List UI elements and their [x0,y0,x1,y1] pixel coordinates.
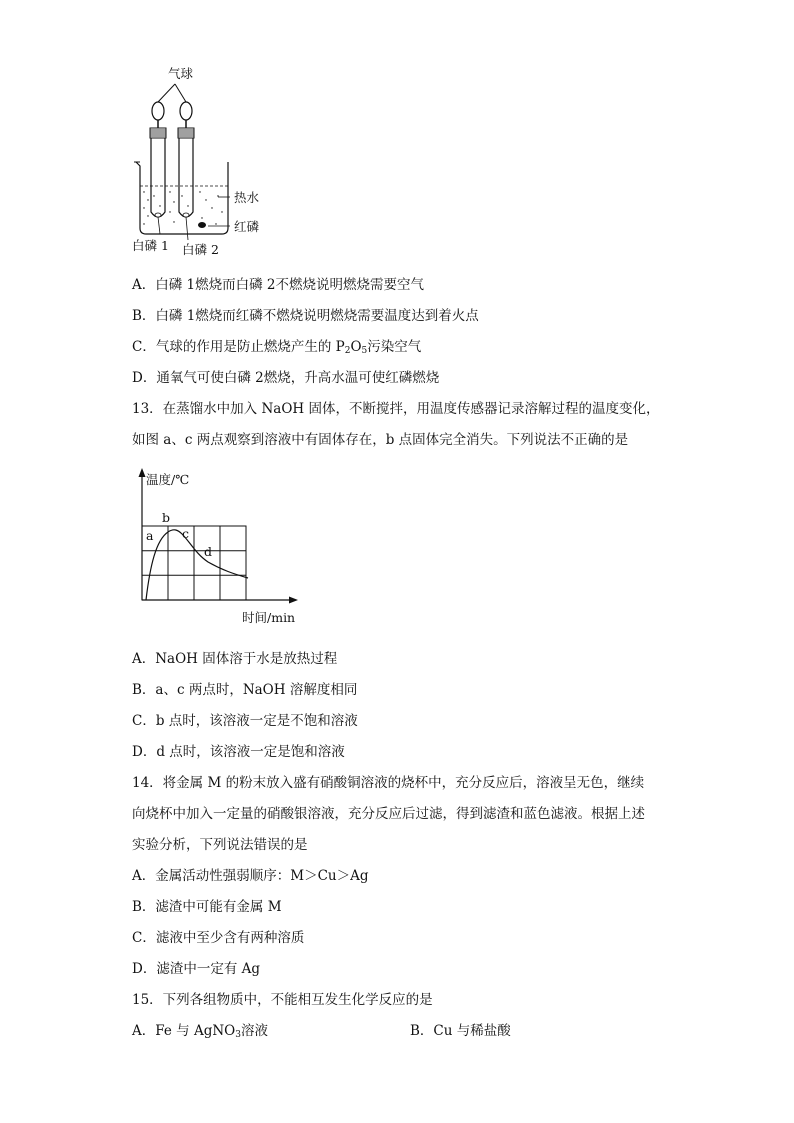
temperature-graph-drawing [126,466,316,626]
y-axis-arrow [139,468,146,477]
q14-option-a: A．金属活动性强弱顺序：M＞Cu＞Ag [132,868,369,884]
q14-stem-line3: 实验分析，下列说法错误的是 [132,837,308,853]
q15-option-a: A．Fe 与 AgNO$_3$溶液 [132,1023,268,1040]
q13-stem-line2: 如图 a、c 两点观察到溶液中有固体存在，b 点固体完全消失。下列说法不正确的是 [132,432,629,448]
q15-option-b: B．Cu 与稀盐酸 [410,1023,511,1039]
red-phosphorus-blob [198,222,206,228]
temperature-curve [146,530,248,600]
q12-option-d: D．通氧气可使白磷 2燃烧，升高水温可使红磷燃烧 [132,370,440,386]
point-b-label: b [162,510,171,525]
point-a-label: a [146,528,154,543]
q13-option-c: C．b 点时，该溶液一定是不饱和溶液 [132,713,358,729]
graph-y-label: 温度/℃ [146,472,190,487]
q14-stem-line2: 向烧杯中加入一定量的硝酸银溶液，充分反应后过滤，得到滤渣和蓝色滤液。根据上述 [132,806,645,822]
point-d-label: d [204,544,213,559]
temperature-graph [126,466,316,626]
combustion-apparatus-figure [130,62,280,262]
q12-option-a: A．白磷 1燃烧而白磷 2不燃烧说明燃烧需要空气 [132,277,425,293]
white-phosphorus-2-label: 白磷 2 [182,242,219,257]
balloon-left [152,102,164,120]
hot-water-label: 热水 [234,190,260,205]
beaker [136,162,228,234]
graph-x-label: 时间/min [242,610,296,625]
q14-stem-line1: 14．将金属 M 的粉末放入盛有硝酸铜溶液的烧杯中，充分反应后，溶液呈无色，继续 [132,775,645,791]
q15-stem: 15．下列各组物质中，不能相互发生化学反应的是 [132,992,433,1008]
balloon-label: 气球 [168,66,194,81]
test-tube-left [151,138,165,217]
white-phosphorus-1-label: 白磷 1 [132,238,169,253]
q13-option-b: B．a、c 两点时，NaOH 溶解度相同 [132,682,358,698]
q13-option-d: D．d 点时，该溶液一定是饱和溶液 [132,744,345,760]
test-tube-right [179,138,193,217]
q13-option-a: A．NaOH 固体溶于水是放热过程 [132,651,338,667]
q12-option-c: C．气球的作用是防止燃烧产生的 $P_2O_5$污染空气 [132,339,422,356]
q14-option-d: D．滤渣中一定有 Ag [132,961,261,977]
q13-stem-line1: 13．在蒸馏水中加入 NaOH 固体，不断搅拌，用温度传感器记录溶解过程的温度变化， [132,401,660,417]
q12-option-b: B．白磷 1燃烧而红磷不燃烧说明燃烧需要温度达到着火点 [132,308,479,324]
red-phosphorus-label: 红磷 [234,219,260,234]
point-c-label: c [182,526,190,541]
q14-option-b: B．滤渣中可能有金属 M [132,899,282,915]
balloon-right [180,102,192,120]
q14-option-c: C．滤液中至少含有两种溶质 [132,930,305,946]
x-axis-arrow [289,597,298,604]
